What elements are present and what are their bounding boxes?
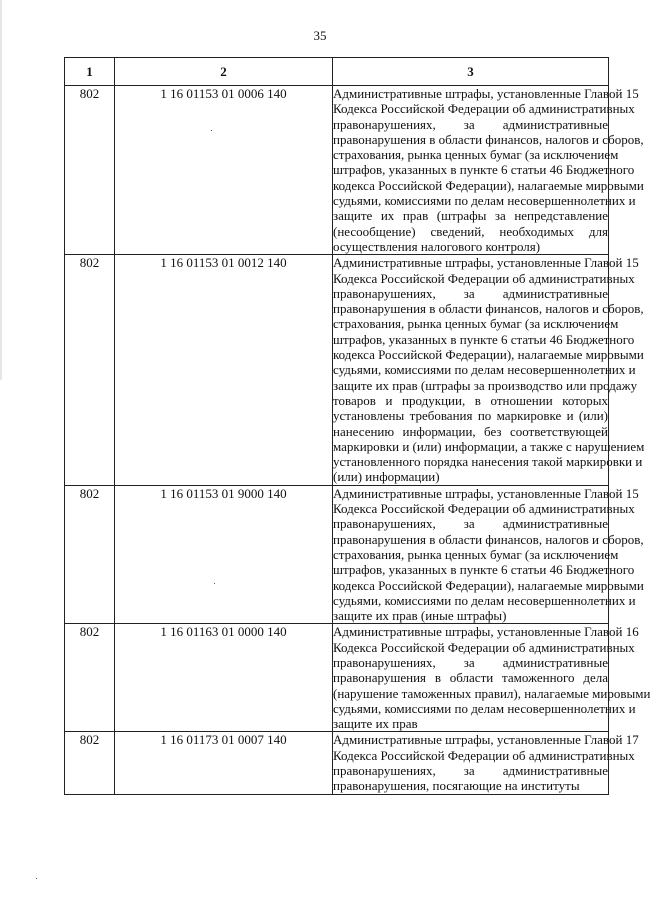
description-line: Административные штрафы, установленные Главой 15 <box>333 86 639 101</box>
description-line: правонарушениях, за административные <box>333 116 608 132</box>
description-line: штрафов, указанных в пункте 6 статьи 46 Бюджетного <box>333 331 635 347</box>
kbk-code-cell: 1 16 01173 01 0007 140 <box>115 732 333 794</box>
description-line: установлены требования по маркировке и (или) <box>333 408 608 424</box>
table-row <box>65 86 609 255</box>
description-line: Кодекса Российской Федерации об административных <box>333 270 635 286</box>
table-row <box>65 485 609 624</box>
admin-code-cell: 802 <box>65 86 115 255</box>
kbk-code-cell: 1 16 01153 01 0006 140 <box>115 86 333 255</box>
admin-code-cell: 802 <box>65 624 115 732</box>
description-line: Кодекса Российской Федерации об административных <box>333 501 635 517</box>
kbk-code-cell: 1 16 01153 01 9000 140 <box>115 485 333 624</box>
description-line: кодекса Российской Федерации), налагаемые мировыми <box>333 577 644 593</box>
description-cell <box>333 86 644 255</box>
admin-code-cell: 802 <box>65 255 115 485</box>
description-line: (нарушение таможенных правил), налагаемые мировыми <box>333 685 650 701</box>
description-line: судьями, комиссиями по делам несовершеннолетних и <box>333 592 636 608</box>
description-line: осуществления налогового контроля) <box>333 238 541 254</box>
description-line: маркировки и (или) информации, а также с нарушением <box>333 438 645 454</box>
description-line: штрафов, указанных в пункте 6 статьи 46 Бюджетного <box>333 562 635 578</box>
description-line: правонарушения в области таможенного дела <box>333 670 608 686</box>
description-line: защите их прав (иные штрафы) <box>333 608 507 624</box>
scan-speck <box>36 878 37 879</box>
description-line: правонарушения, посягающие на институты <box>333 778 580 794</box>
budget-codes-table <box>64 57 650 795</box>
description-line: кодекса Российской Федерации), налагаемые мировыми <box>333 347 644 363</box>
table-row <box>65 624 609 732</box>
page-number: 35 <box>313 28 327 43</box>
admin-code-cell: 802 <box>65 732 115 794</box>
description-line: страхования, рынка ценных бумаг (за исключением <box>333 546 619 562</box>
description-line: Кодекса Российской Федерации об административных <box>333 101 635 117</box>
description-cell <box>333 255 645 485</box>
description-line: правонарушениях, за административные <box>333 516 608 532</box>
scan-edge-shadow <box>0 0 2 380</box>
description-line: страхования, рынка ценных бумаг (за исключением <box>333 316 619 332</box>
kbk-code-cell: 1 16 01163 01 0000 140 <box>115 624 333 732</box>
description-line: судьями, комиссиями по делам несовершеннолетних и <box>333 193 636 209</box>
header-col-2: 2 <box>115 58 333 86</box>
scan-speck <box>214 583 215 584</box>
description-line: правонарушения в области финансов, налогов и сборов, <box>333 531 644 547</box>
description-line: нанесению информации, без соответствующей <box>333 423 608 439</box>
description-line: защите их прав (штрафы за производство или продажу <box>333 377 638 393</box>
description-line: Административные штрафы, установленные Главой 15 <box>333 485 639 501</box>
description-line: правонарушениях, за административные <box>333 763 608 779</box>
description-line: правонарушения в области финансов, налогов и сборов, <box>333 301 644 317</box>
description-line: судьями, комиссиями по делам несовершеннолетних и <box>333 362 636 378</box>
scan-speck <box>211 130 212 131</box>
table-header-row <box>65 58 609 86</box>
description-line: правонарушениях, за административные <box>333 285 608 301</box>
description-line: (несообщение) сведений, необходимых для <box>333 223 608 239</box>
admin-code-cell: 802 <box>65 485 115 624</box>
description-line: Административные штрафы, установленные Главой 16 <box>333 624 639 640</box>
description-line: кодекса Российской Федерации), налагаемые мировыми <box>333 177 644 193</box>
description-line: установленного порядка нанесения такой маркировки и <box>333 454 643 470</box>
header-col-1: 1 <box>65 58 115 86</box>
description-line: страхования, рынка ценных бумаг (за исключением <box>333 147 619 163</box>
description-line: Административные штрафы, установленные Главой 17 <box>333 732 639 748</box>
kbk-code-cell: 1 16 01153 01 0012 140 <box>115 255 333 485</box>
description-cell <box>333 624 650 732</box>
description-line: защите их прав <box>333 716 418 732</box>
description-line: правонарушениях, за административные <box>333 654 608 670</box>
table-body <box>65 86 650 795</box>
description-line: защите их прав (штрафы за непредставление <box>333 208 608 224</box>
table-row <box>65 732 609 794</box>
header-col-3: 3 <box>333 58 609 86</box>
description-line: судьями, комиссиями по делам несовершеннолетних и <box>333 700 636 716</box>
description-cell <box>333 732 639 794</box>
description-cell <box>333 485 644 624</box>
description-line: Кодекса Российской Федерации об административных <box>333 747 635 763</box>
description-line: правонарушения в области финансов, налогов и сборов, <box>333 131 644 147</box>
description-line: товаров и продукции, в отношении которых <box>333 392 608 408</box>
description-line: Административные штрафы, установленные Главой 15 <box>333 255 639 271</box>
table-row <box>65 255 609 485</box>
description-line: (или) информации) <box>333 469 440 485</box>
description-line: штрафов, указанных в пункте 6 статьи 46 Бюджетного <box>333 162 635 178</box>
description-line: Кодекса Российской Федерации об административных <box>333 639 635 655</box>
